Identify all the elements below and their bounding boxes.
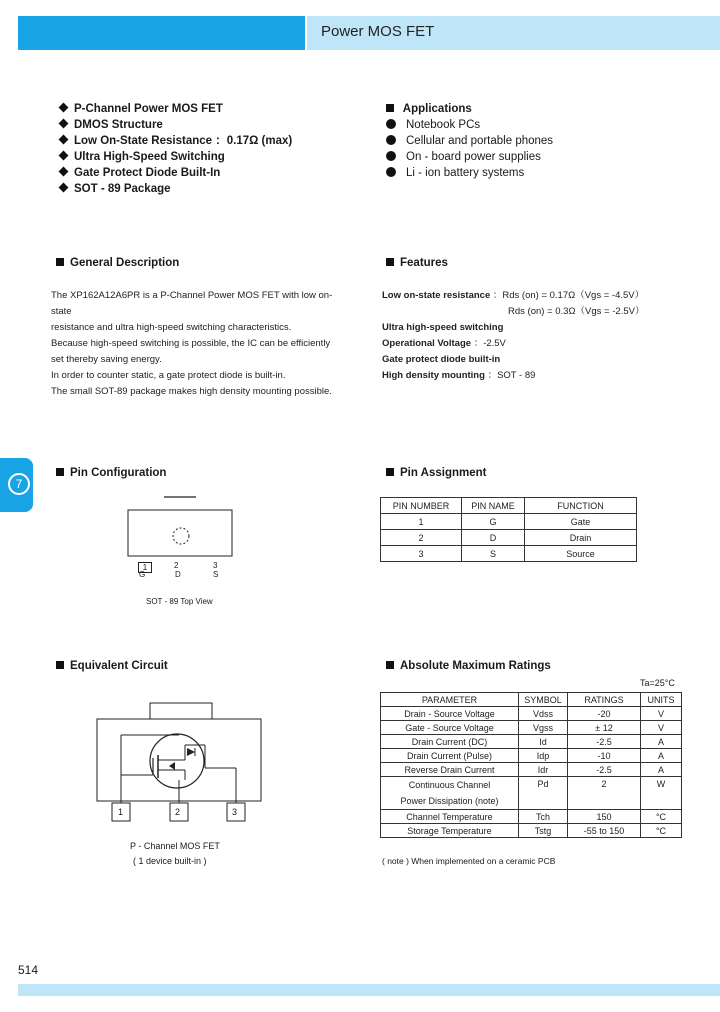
- square-bullet-icon: [56, 661, 64, 669]
- diamond-bullet-icon: [59, 183, 69, 193]
- circuit-pin-3-label: 3: [232, 807, 238, 817]
- feature-item: Low On-State Resistance ：0.17Ω (max): [60, 133, 292, 149]
- applications-section: [386, 101, 553, 181]
- pin-2-name: D: [175, 570, 181, 579]
- table-row: Channel Temperature Tch 150 °C: [381, 810, 682, 824]
- table-header-row: PIN NUMBER PIN NAME FUNCTION: [381, 498, 637, 514]
- circuit-pin-2-label: 2: [175, 807, 181, 817]
- section-heading-pin-assignment: Pin Assignment: [386, 467, 486, 479]
- pin-3-label: 3: [213, 561, 218, 570]
- circuit-pin-1-label: 1: [118, 807, 124, 817]
- pin-2-label: 2: [174, 561, 179, 570]
- package-caption: SOT - 89 Top View: [146, 597, 213, 606]
- table-footnote: ( note ) When implemented on a ceramic PCB: [382, 856, 556, 866]
- table-row: Continuous Channel Power Dissipation (note) Pd 2 W: [381, 777, 682, 810]
- section-heading-pin-configuration: Pin Configuration: [56, 467, 166, 479]
- square-bullet-icon: [386, 468, 394, 476]
- table-row: Storage Temperature Tstg -55 to 150 °C: [381, 824, 682, 838]
- feature-item: P-Channel Power MOS FET: [60, 101, 292, 117]
- header-accent-bar: [18, 16, 305, 50]
- ambient-temperature-note: Ta=25°C: [640, 678, 675, 688]
- footer-bar: [18, 984, 720, 996]
- circle-bullet-icon: [386, 167, 396, 177]
- pin-3-name: S: [213, 570, 219, 579]
- features-text: Low on-state resistance ：Rds (on) = 0.17Ω（Vgs = -4.5V） Rds (on) = 0.3Ω（Vgs = -2.5V） Ultra high-speed switching Operational Voltage ：-2.5V Gate protect diode built-in High density mounting ：SOT - 89: [382, 290, 645, 381]
- general-description-text: The XP162A12A6PR is a P-Channel Power MOS FET with low on-state resistance and ultra high-speed switching characteristics. Because high-speed switching is possible, the IC can be efficiently set thereby saving energy. In order to counter static, a gate protect diode is built-in. The small SOT-89 package makes high density mounting possible.: [51, 290, 333, 397]
- chapter-number: 7: [8, 473, 30, 495]
- application-item: Notebook PCs: [386, 117, 553, 133]
- application-item: Cellular and portable phones: [386, 133, 553, 149]
- feature-list: [60, 101, 292, 197]
- pin-assignment-table: [380, 497, 637, 562]
- circle-bullet-icon: [386, 135, 396, 145]
- table-row: Gate - Source Voltage Vgss ± 12 V: [381, 721, 682, 735]
- diamond-bullet-icon: [59, 151, 69, 161]
- diamond-bullet-icon: [59, 135, 69, 145]
- pin-1-marker: 1: [138, 562, 152, 573]
- table-row: Reverse Drain Current Idr -2.5 A: [381, 763, 682, 777]
- square-bullet-icon: [56, 468, 64, 476]
- diamond-bullet-icon: [59, 167, 69, 177]
- table-row: 2 D Drain: [381, 530, 637, 546]
- table-row: Drain Current (DC) Id -2.5 A: [381, 735, 682, 749]
- circle-bullet-icon: [386, 151, 396, 161]
- section-heading: Applications: [386, 101, 553, 117]
- circuit-caption-note: ( 1 device built-in ): [133, 856, 207, 866]
- section-heading-features: Features: [386, 257, 448, 269]
- feature-item: SOT - 89 Package: [60, 181, 292, 197]
- application-item: Li - ion battery systems: [386, 165, 553, 181]
- page-title: Power MOS FET: [321, 23, 435, 40]
- page-number: 514: [18, 963, 39, 977]
- pin-1-name: G: [139, 570, 146, 579]
- absolute-max-table: [380, 692, 682, 838]
- circle-bullet-icon: [386, 119, 396, 129]
- square-bullet-icon: [386, 661, 394, 669]
- section-heading-absolute-max: Absolute Maximum Ratings: [386, 660, 551, 672]
- square-bullet-icon: [56, 258, 64, 266]
- table-row: Drain Current (Pulse) Idp -10 A: [381, 749, 682, 763]
- feature-item: Ultra High-Speed Switching: [60, 149, 292, 165]
- table-row: 1 G Gate: [381, 514, 637, 530]
- circuit-caption-type: P - Channel MOS FET: [130, 841, 220, 851]
- application-item: On - board power supplies: [386, 149, 553, 165]
- sot89-package-drawing: [120, 494, 240, 564]
- diamond-bullet-icon: [59, 103, 69, 113]
- table-row: 3 S Source: [381, 546, 637, 562]
- diamond-bullet-icon: [59, 119, 69, 129]
- table-row: Drain - Source Voltage Vdss -20 V: [381, 707, 682, 721]
- square-bullet-icon: [386, 104, 394, 112]
- section-heading-equivalent-circuit: Equivalent Circuit: [56, 660, 168, 672]
- feature-item: DMOS Structure: [60, 117, 292, 133]
- section-heading-general-description: General Description: [56, 257, 179, 269]
- square-bullet-icon: [386, 258, 394, 266]
- feature-item: Gate Protect Diode Built-In: [60, 165, 292, 181]
- table-header-row: PARAMETER SYMBOL RATINGS UNITS: [381, 693, 682, 707]
